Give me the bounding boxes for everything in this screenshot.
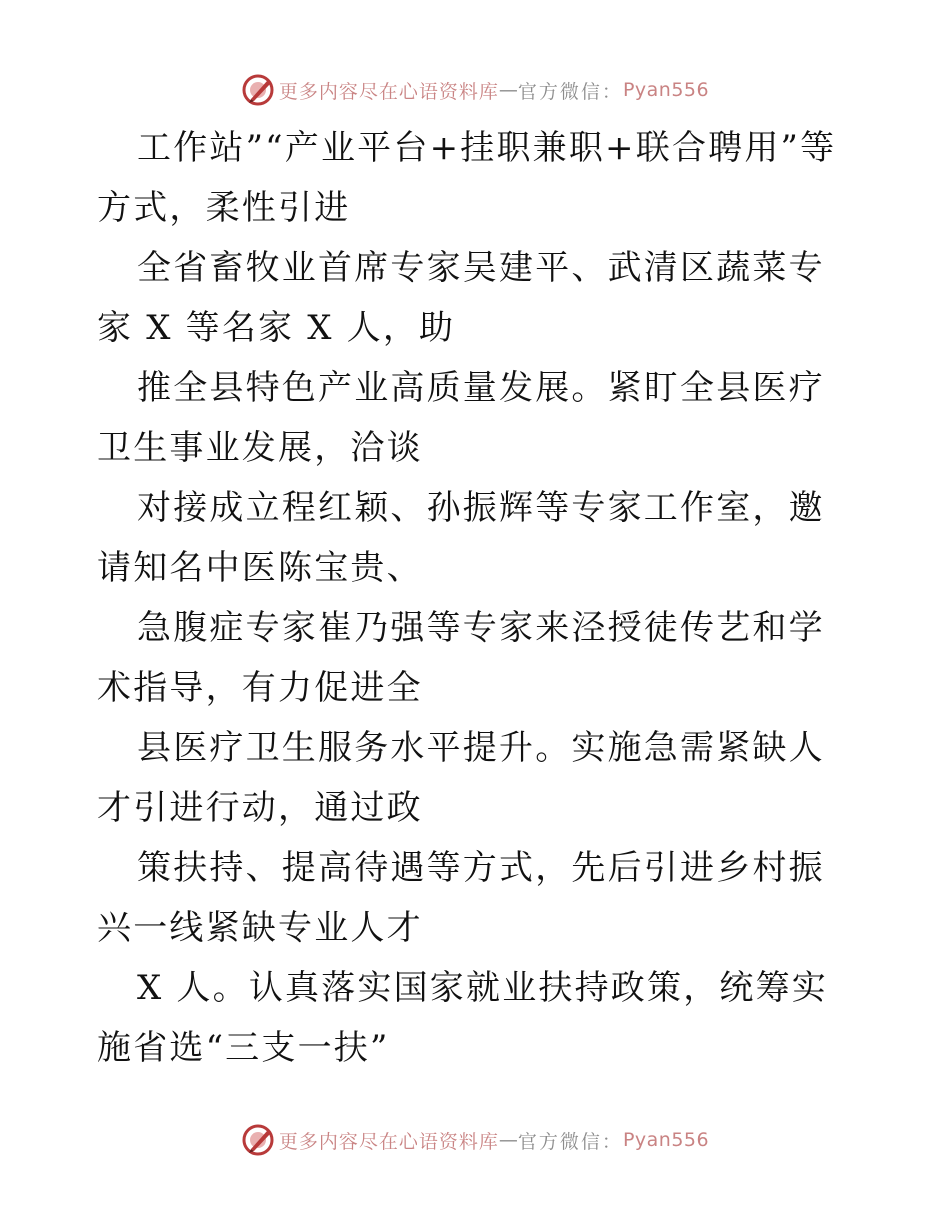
watermark-brand-text: 更多内容尽在心语资料库: [278, 1130, 499, 1153]
footer-watermark: [0, 1122, 950, 1158]
watermark-wechat-id: Pyan556: [622, 1129, 710, 1151]
paragraph-7: 策扶持、提高待遇等方式，先后引进乡村振兴一线紧缺专业人才: [97, 848, 825, 948]
document-body: [97, 118, 857, 1078]
paragraph-6: 县医疗卫生服务水平提升。实施急需紧缺人才引进行动，通过政: [97, 728, 825, 828]
paragraph-4: 对接成立程红颖、孙振辉等专家工作室，邀请知名中医陈宝贵、: [97, 488, 825, 588]
pen-logo-icon: [241, 73, 275, 107]
watermark-dash: —: [498, 1129, 518, 1151]
watermark-wechat-id: Pyan556: [622, 79, 710, 101]
paragraph-2: 全省畜牧业首席专家吴建平、武清区蔬菜专家 X 等名家 X 人，助: [97, 248, 825, 348]
watermark-brand-text: 更多内容尽在心语资料库: [278, 80, 499, 103]
watermark-dash: —: [498, 79, 518, 101]
paragraph-1: 工作站”“产业平台+挂职兼职+联合聘用”等方式，柔性引进: [97, 128, 837, 228]
paragraph-5: 急腹症专家崔乃强等专家来泾授徒传艺和学术指导，有力促进全: [97, 608, 825, 708]
paragraph-3: 推全县特色产业高质量发展。紧盯全县医疗卫生事业发展，洽谈: [97, 368, 825, 468]
header-watermark: [0, 72, 950, 108]
watermark-wechat-label: 官方微信：: [517, 1130, 623, 1153]
paragraph-8: X 人。认真落实国家就业扶持政策，统筹实施省选“三支一扶”: [97, 968, 829, 1068]
watermark-wechat-label: 官方微信：: [517, 80, 623, 103]
pen-logo-icon: [241, 1123, 275, 1157]
